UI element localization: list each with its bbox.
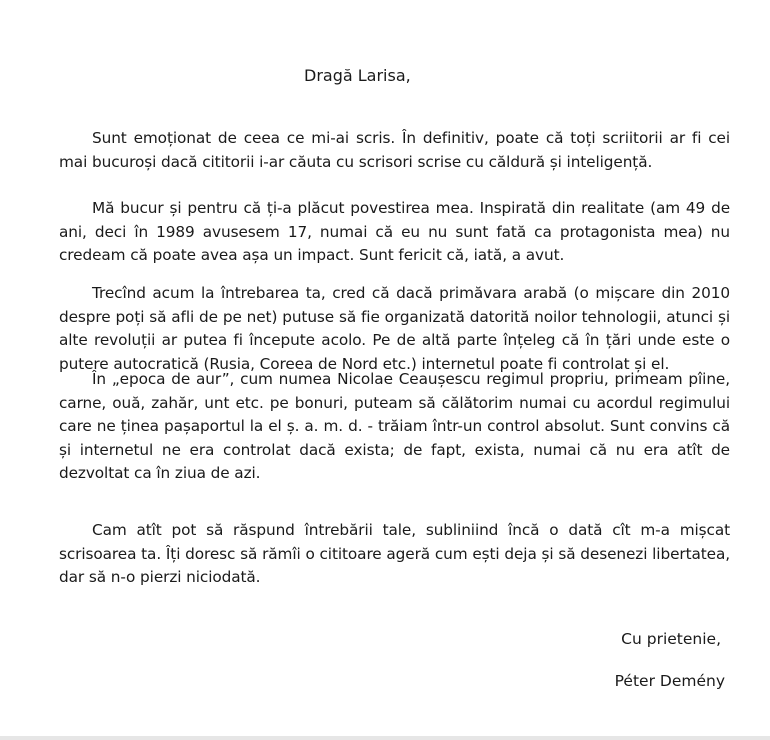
paragraph-1: Sunt emoționat de ceea ce mi-ai scris. În definitiv, poate că toți scriitorii ar fi cei mai bucuroși dacă cititorii i-ar căuta cu scrisori scrise cu căldură și inteligență.: [59, 129, 730, 171]
salutation: Dragă Larisa,: [304, 66, 411, 85]
paragraph-3: Trecînd acum la întrebarea ta, cred că dacă primăvara arabă (o mișcare din 2010 despre poți să afli de pe net) putuse să fie organizată datorită noilor tehnologii, atunci și alte revoluții ar putea fi începute acolo. Pe de altă parte înțeleg că în țări unde este o putere autocratică (Rusia, Coreea de Nord etc.) internetul poate fi controlat și el.: [59, 284, 730, 373]
bottom-divider: [0, 736, 770, 740]
paragraph-2: Mă bucur și pentru că ți-a plăcut povestirea mea. Inspirată din realitate (am 49 de ani, deci în 1989 avusesem 17, numai că eu nu sunt fată ca protagonista mea) nu credeam că poate avea așa un impact. Sunt fericit că, iată, a avut.: [59, 199, 730, 264]
paragraph-5: Cam atît pot să răspund întrebării tale, subliniind încă o dată cît m-a mișcat scrisoarea ta. Îți doresc să rămîi o cititoare ageră cum ești deja și să desenezi libertatea, dar să n-o pierzi niciodată.: [59, 521, 730, 586]
paragraph-4: În „epoca de aur”, cum numea Nicolae Ceaușescu regimul propriu, primeam pîine, carne, ouă, zahăr, unt etc. pe bonuri, puteam să călătorim numai cu acordul regimului care ne ținea pașaportul la el ș. a. m. d. - trăiam într-un control absolut. Sunt convins că și internetul ne era controlat dacă exista; de fapt, exista, numai că nu era atît de dezvoltat ca în ziua de azi.: [59, 370, 730, 482]
closing-line: Cu prietenie,: [621, 630, 721, 648]
signature: Péter Demény: [614, 672, 725, 690]
